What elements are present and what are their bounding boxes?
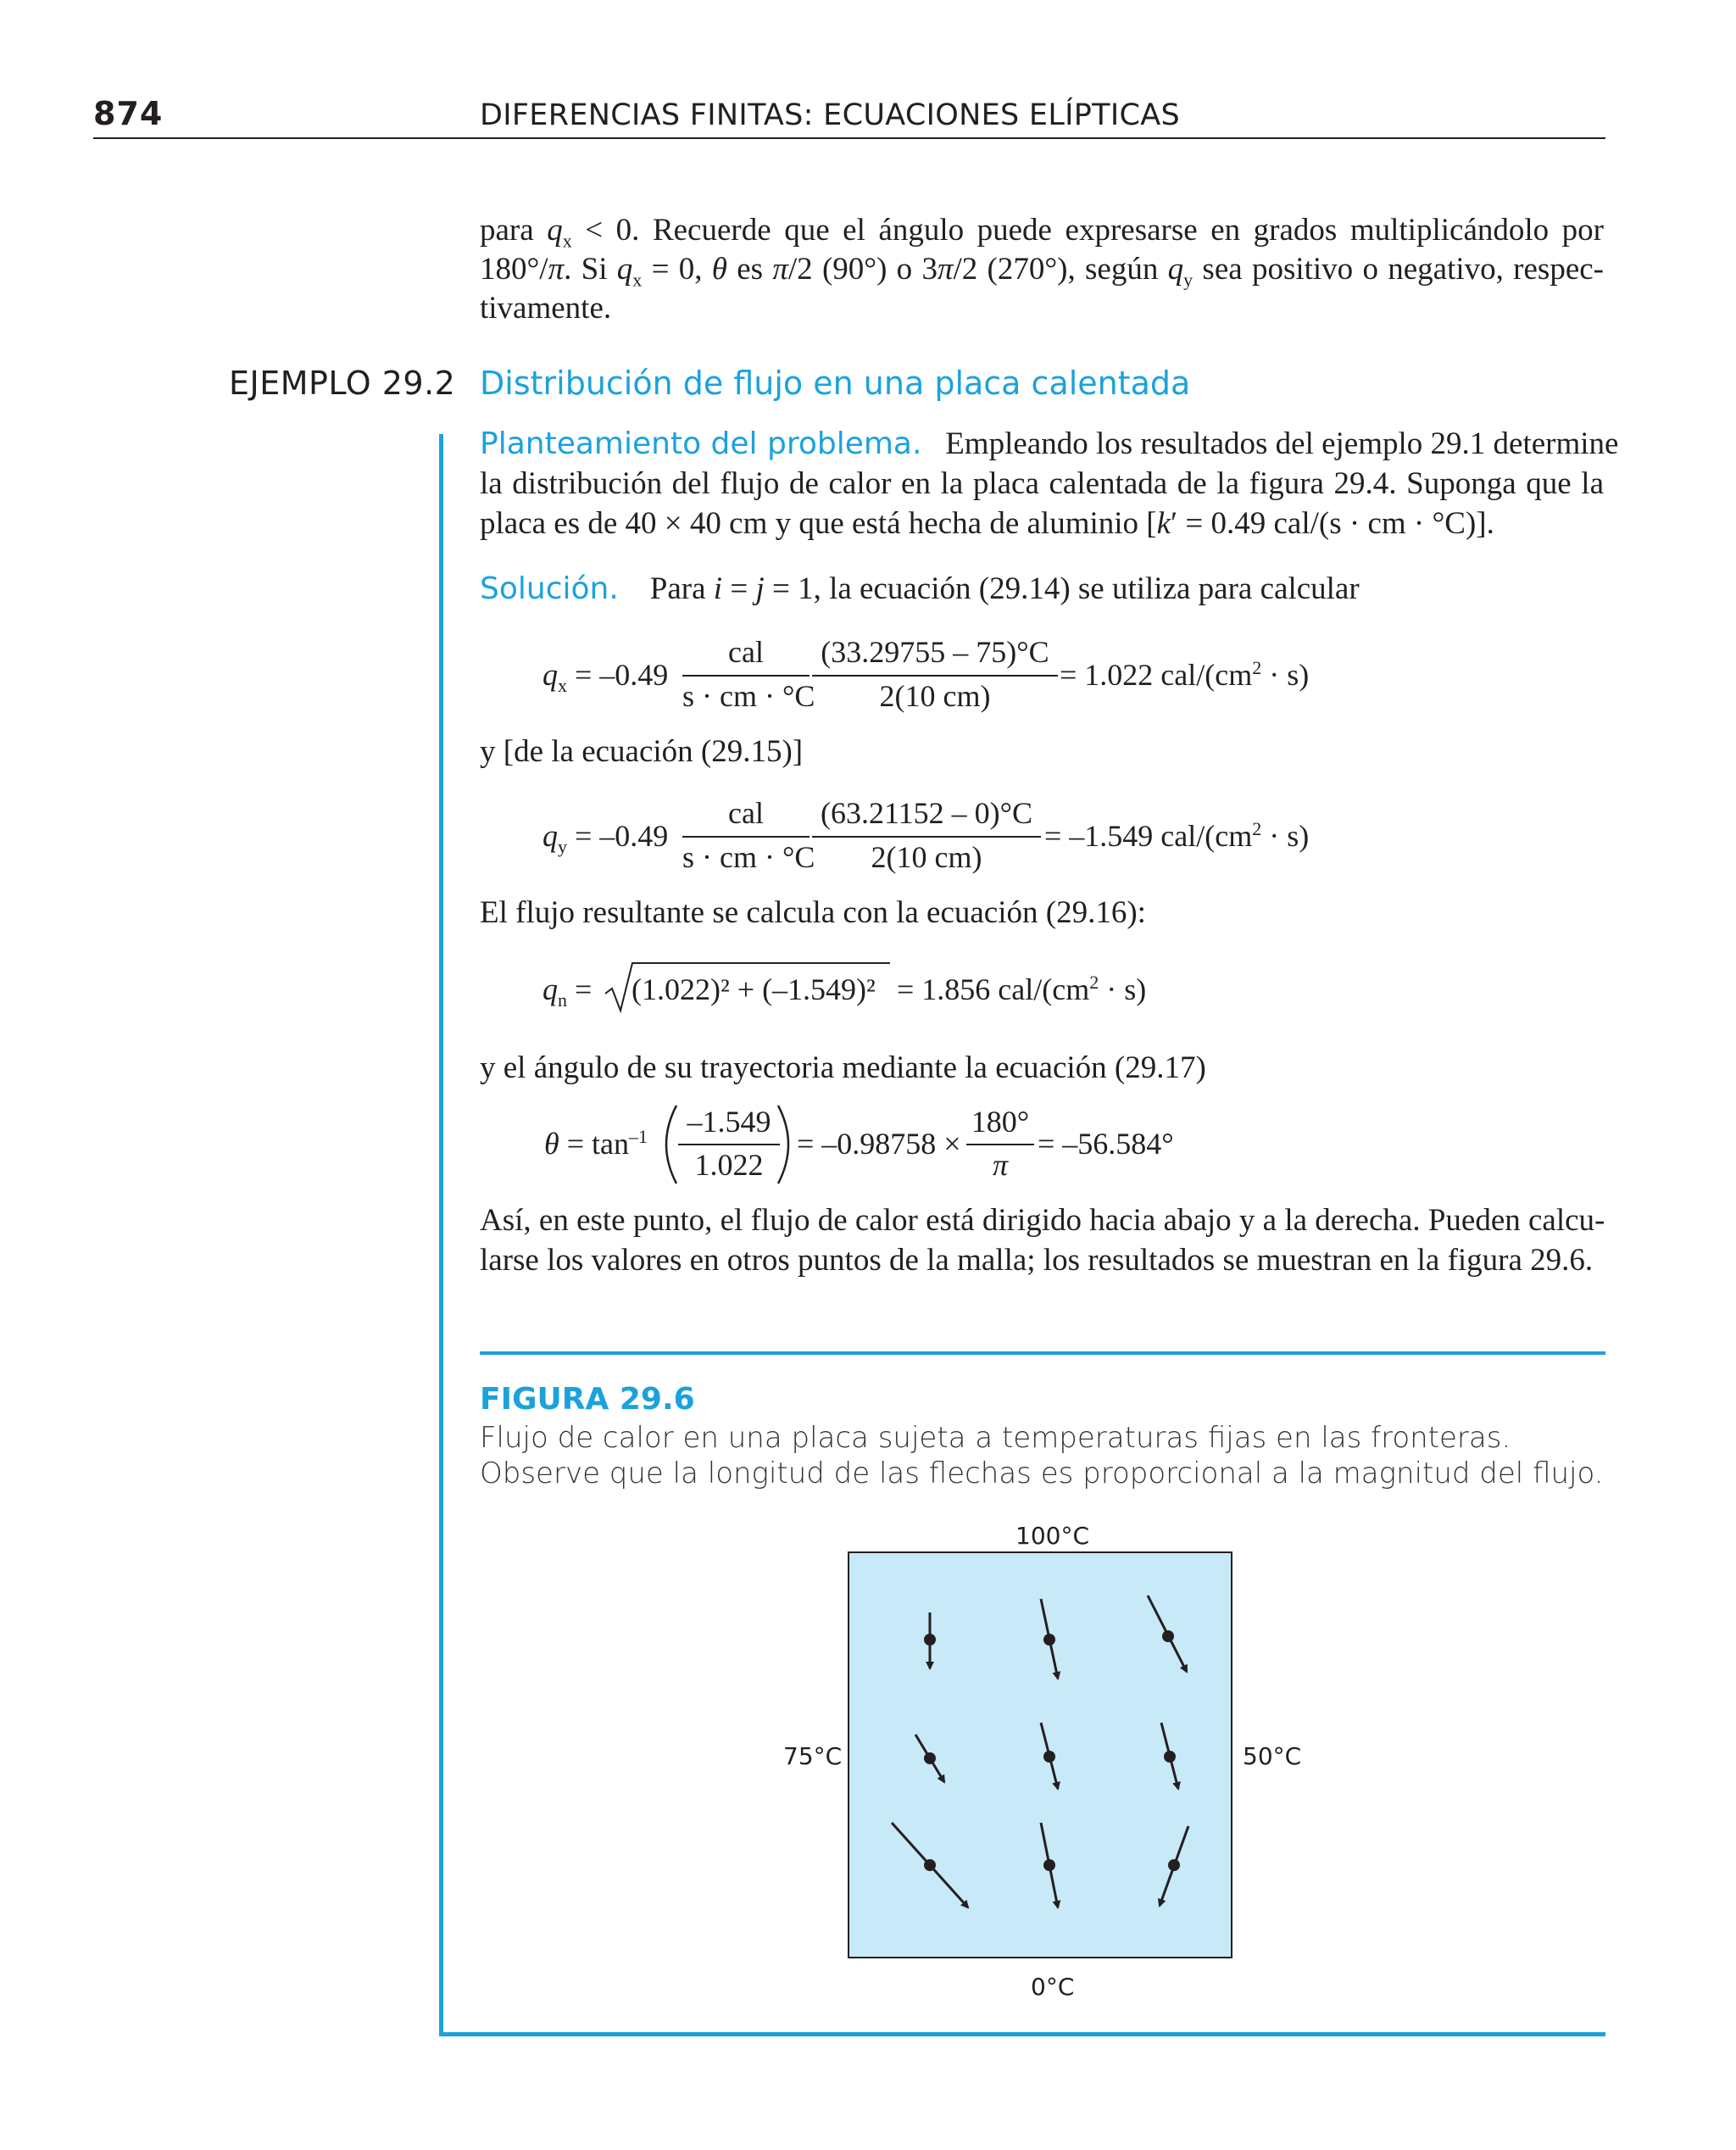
example-bottom-rule — [439, 2032, 1605, 2036]
flux-arrow — [1161, 1723, 1178, 1789]
page-number: 874 — [93, 95, 164, 132]
flux-arrow — [1148, 1596, 1187, 1672]
example-title: Distribución de flujo en una placa calentada — [480, 365, 1191, 402]
conclusion-line-1: Así, en este punto, el flujo de calor está dirigido hacia abajo y a la derecha. Pueden calcu- — [480, 1203, 1605, 1238]
plate-top-temperature: 100°C — [1015, 1522, 1089, 1550]
flux-arrow — [924, 1612, 936, 1668]
between-text-1: y [de la ecuación (29.15)] — [480, 734, 804, 769]
figure-caption: Flujo de calor en una placa sujeta a temperaturas fijas en las fronteras. Observe que la longitud de las flechas es proporcional a la magnitud del flujo. — [480, 1421, 1604, 1490]
figure-label: FIGURA 29.6 — [480, 1382, 695, 1417]
solution-heading: Solución. — [480, 571, 619, 606]
between-text-3: y el ángulo de su trayectoria mediante la ecuación (29.17) — [480, 1050, 1206, 1085]
between-text-2: El flujo resultante se calcula con la ecuación (29.16): — [480, 895, 1146, 930]
example-left-bar — [439, 434, 443, 2036]
problem-line-2: la distribución del flujo de calor en la placa calentada de la figura 29.4. Suponga que la — [480, 466, 1604, 501]
heated-plate — [848, 1551, 1232, 1958]
intro-line-2: 180°/π. Si $q_x = 0$, θ es π/2 (90°) o 3π/2 (270°), según $q_y$ sea positivo o negativo, respec- — [480, 252, 1604, 291]
flux-arrow — [1041, 1723, 1058, 1789]
solution-line: Solución. Para i = j = 1, la ecuación (29.14) se utiliza para calcular — [480, 571, 1360, 606]
intro-line-1: para $q_x < 0$. Recuerde que el ángulo puede expresarse en grados multiplicándolo por — [480, 213, 1605, 252]
flux-arrow-field — [849, 1553, 1231, 1957]
flux-arrow — [892, 1823, 968, 1908]
header-rule — [93, 137, 1605, 139]
example-label: EJEMPLO 29.2 — [229, 365, 456, 402]
flux-arrow — [915, 1735, 944, 1782]
figure-top-rule — [480, 1351, 1605, 1355]
plate-right-temperature: 50°C — [1243, 1742, 1302, 1770]
flux-arrow — [1041, 1823, 1058, 1908]
running-head: DIFERENCIAS FINITAS: ECUACIONES ELÍPTICAS — [480, 98, 1180, 132]
problem-line-1: Planteamiento del problema. Empleando los resultados del ejemplo 29.1 determine — [480, 426, 1619, 461]
plate-bottom-temperature: 0°C — [1031, 1973, 1075, 2001]
intro-line-3: tivamente. — [480, 291, 612, 326]
problem-heading: Planteamiento del problema. — [480, 426, 922, 461]
flux-arrow — [1041, 1599, 1058, 1679]
flux-arrow — [1160, 1826, 1188, 1906]
problem-line-3: placa es de 40 × 40 cm y que está hecha de aluminio [k′ = 0.49 cal/(s · cm · °C)]. — [480, 506, 1494, 541]
conclusion-line-2: larse los valores en otros puntos de la malla; los resultados se muestran en la figura 29.6. — [480, 1243, 1594, 1278]
plate-left-temperature: 75°C — [783, 1742, 843, 1770]
